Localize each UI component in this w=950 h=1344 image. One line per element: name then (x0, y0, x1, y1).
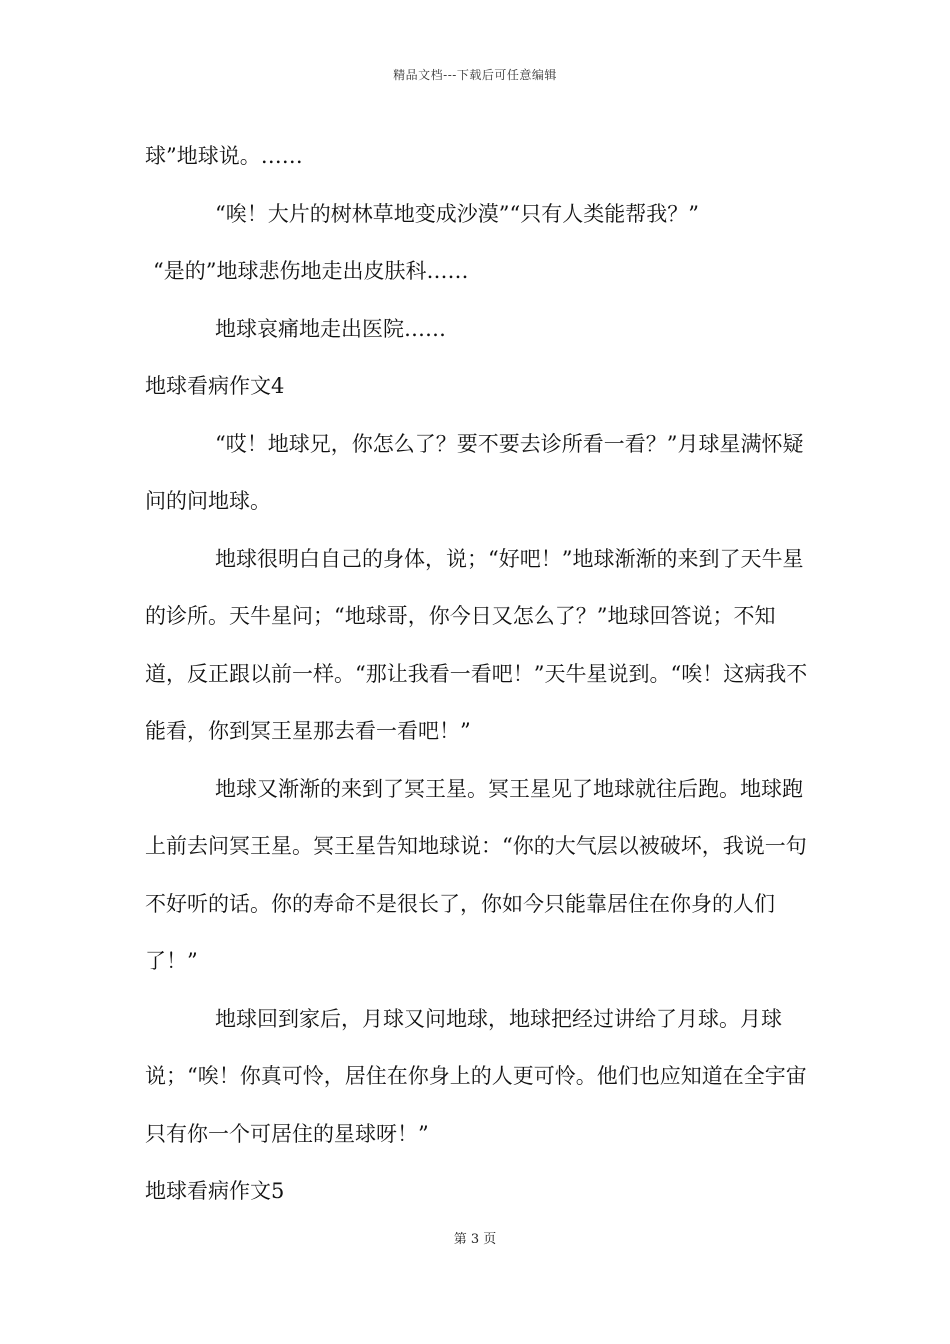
page-number: 第 3 页 (453, 1232, 497, 1247)
section-heading-essay-4: 地球看病作文4 (145, 374, 285, 398)
paragraph-dermatology: “是的”地球悲伤地走出皮肤科…… (153, 259, 469, 283)
paragraph-taurus-clinic: 地球很明白自己的身体，说；“好吧！”地球渐渐的来到了天牛星的诊所。天牛星问；“地球哥，你今日又怎么了？”地球回答说；不知道，反正跟以前一样。“那让我看一看吧！”天牛星说到。“唉！这病我不能看，你到冥王星那去看一看吧！” (145, 546, 808, 743)
paragraph-quote-desert: “唉！大片的树林草地变成沙漠”“只有人类能帮我？” (215, 201, 699, 226)
paragraph-continuation: 球”地球说。…… (145, 144, 303, 168)
document-body (145, 128, 810, 1221)
paragraph-moon-asks: “哎！地球兄，你怎么了？要不要去诊所看一看？”月球星满怀疑问的问地球。 (145, 431, 804, 513)
paragraph-leave-hospital: 地球哀痛地走出医院…… (215, 316, 446, 341)
paragraph-back-home: 地球回到家后，月球又问地球，地球把经过讲给了月球。月球说；“唉！你真可怜，居住在你身上的人更可怜。他们也应知道在全宇宙只有你一个可居住的星球呀！” (145, 1006, 807, 1146)
page-header: 精品文档---下载后可任意编辑 (393, 68, 557, 82)
paragraph-pluto: 地球又渐渐的来到了冥王星。冥王星见了地球就往后跑。地球跑上前去问冥王星。冥王星告知地球说：“你的大气层以被破坏，我说一句不好听的话。你的寿命不是很长了，你如今只能靠居住在你身的人们了！” (145, 776, 807, 973)
section-heading-essay-5: 地球看病作文5 (145, 1179, 285, 1203)
